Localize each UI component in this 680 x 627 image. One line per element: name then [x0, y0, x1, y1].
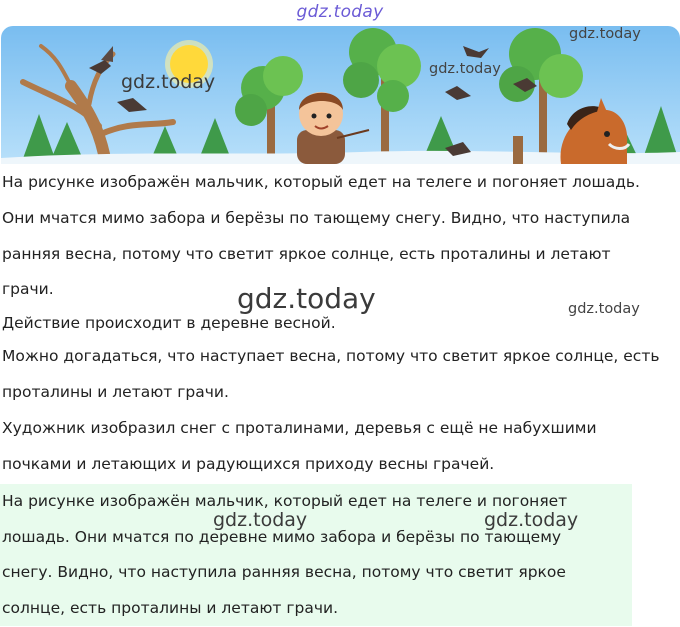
text-line: Действие происходит в деревне весной. [2, 314, 336, 333]
site-logo[interactable]: gdz.today [296, 2, 384, 22]
banner-watermark: gdz.today [429, 61, 501, 77]
text-line: Художник изобразил снег с проталинами, деревья с ещё не набухшими [2, 418, 597, 437]
answer-line: снегу. Видно, что наступила ранняя весна, потому что светит яркое [2, 563, 566, 582]
answer-line: лошадь. Они мчатся по деревне мимо забора и берёзы по тающему [2, 527, 562, 546]
text-line: почками и летающих и радующихся приходу весны грачей. [2, 454, 495, 473]
text-line: Они мчатся мимо забора и берёзы по тающему снегу. Видно, что наступила [2, 208, 631, 227]
answer-watermark: gdz.today [213, 509, 308, 531]
text-line: ранняя весна, потому что светит яркое солнце, есть проталины и летают [2, 244, 611, 263]
answer-box [0, 484, 632, 626]
text-line: Можно догадаться, что наступает весна, потому что светит яркое солнце, есть [2, 347, 660, 366]
explanation-text [2, 165, 678, 482]
page-watermark: gdz.today [237, 282, 376, 315]
answer-line: солнце, есть проталины и летают грачи. [2, 598, 339, 617]
text-line: На рисунке изображён мальчик, который едет на телеге и погоняет лошадь. [2, 173, 640, 191]
illustration-banner [1, 26, 680, 164]
banner-watermark: gdz.today [569, 26, 641, 42]
spring-scene-illustration [1, 26, 680, 164]
page-watermark: gdz.today [568, 301, 640, 317]
answer-line: На рисунке изображён мальчик, который едет на телеге и погоняет [2, 492, 568, 510]
text-line: проталины и летают грачи. [2, 382, 229, 401]
text-line: грачи. [2, 280, 54, 299]
banner-watermark: gdz.today [121, 71, 216, 93]
answer-watermark: gdz.today [484, 509, 579, 531]
